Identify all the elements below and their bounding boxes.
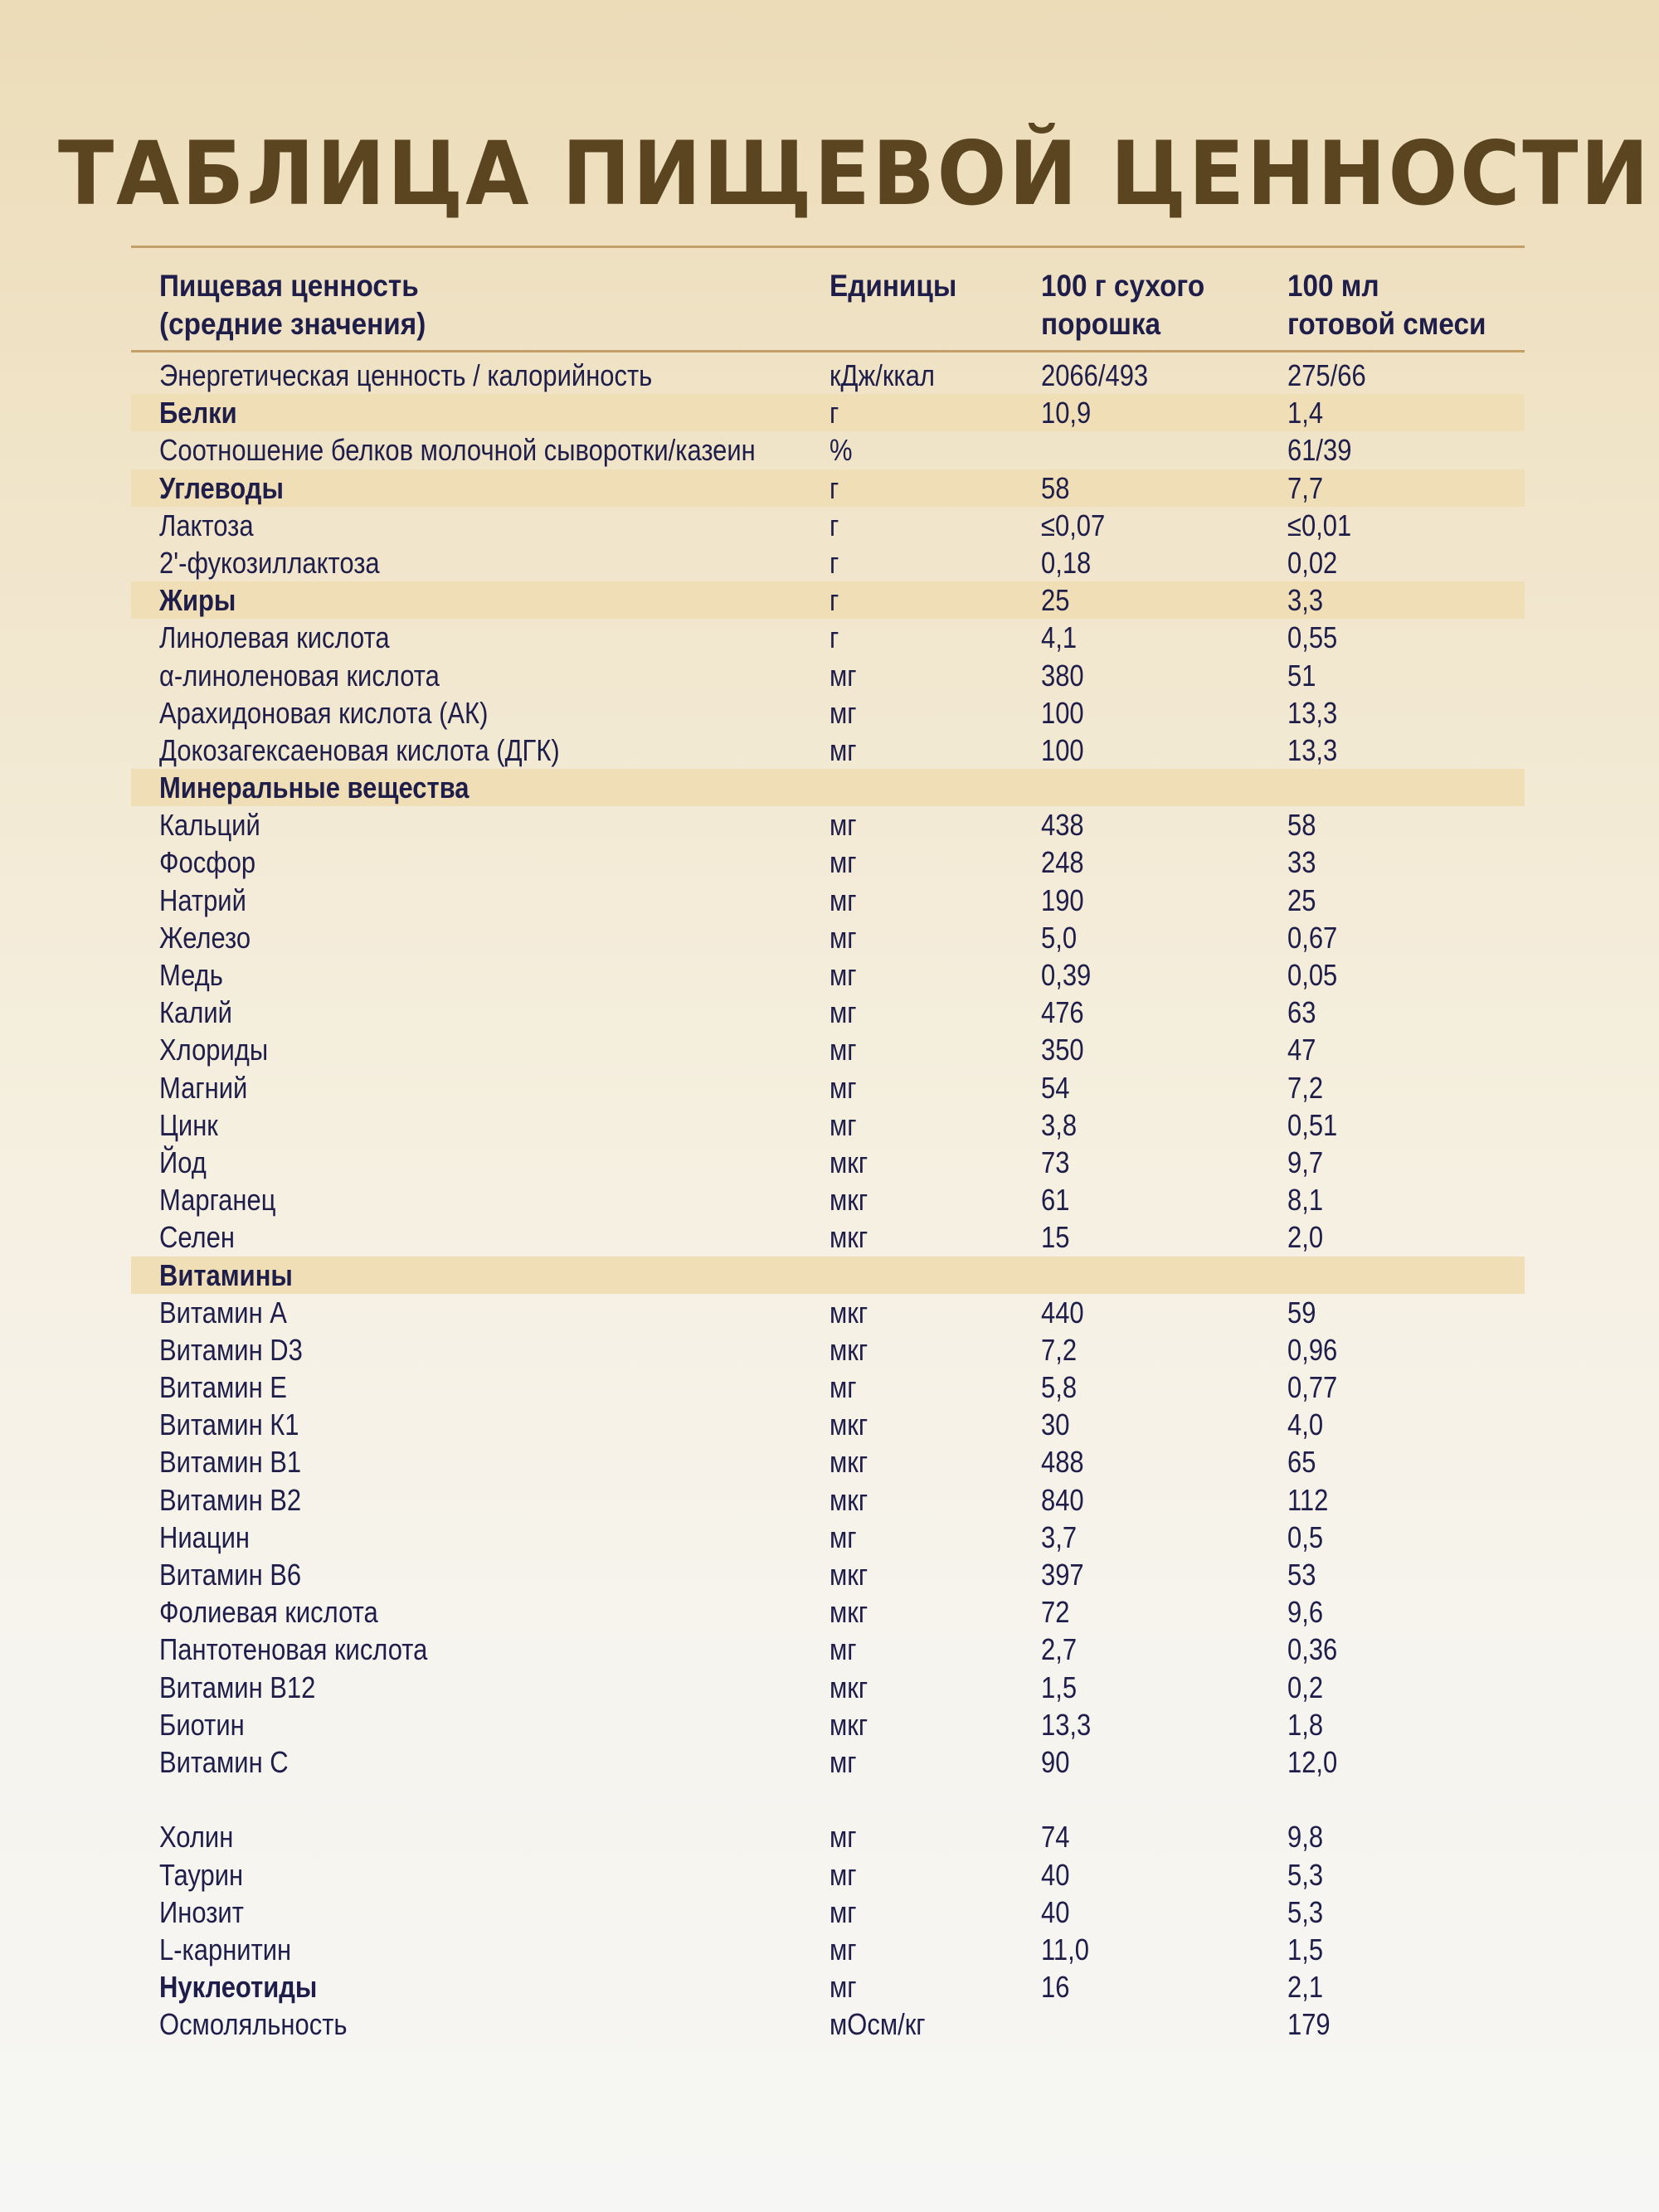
header-nutrient-line1: Пищевая ценность <box>159 269 419 303</box>
ready-value-cell: 0,05 <box>1287 958 1338 992</box>
unit-cell: мОсм/кг <box>830 2007 926 2042</box>
unit-cell: мг <box>830 1370 857 1405</box>
table-row <box>131 1856 1525 1894</box>
nutrient-name: Минеральные вещества <box>159 771 469 805</box>
nutrient-name: Цинк <box>159 1107 218 1142</box>
unit-cell: мг <box>830 808 857 843</box>
table-row <box>131 1631 1525 1668</box>
ready-value-cell: 63 <box>1287 995 1316 1030</box>
ready-value-cell: 112 <box>1287 1482 1329 1517</box>
dry-value-cell: 3,8 <box>1041 1107 1078 1142</box>
table-row <box>131 1669 1525 1706</box>
nutrient-name: Витамин В1 <box>159 1445 302 1480</box>
table-section-row <box>131 469 1525 507</box>
header-nutrient <box>159 267 426 343</box>
unit-cell: мкг <box>830 1407 868 1442</box>
table-section-row <box>131 1257 1525 1294</box>
table-row <box>131 1706 1525 1743</box>
table-row <box>131 1931 1525 1968</box>
ready-value-cell: 61/39 <box>1287 433 1352 468</box>
ready-value-cell: 51 <box>1287 658 1316 693</box>
unit-cell: мг <box>830 658 857 693</box>
header-dry-line1: 100 г сухого <box>1041 269 1205 303</box>
nutrient-name: Витамин А <box>159 1295 287 1330</box>
dry-value-cell: 248 <box>1041 845 1084 880</box>
ready-value-cell: 47 <box>1287 1033 1316 1067</box>
unit-cell: кДж/ккал <box>830 358 935 392</box>
dry-value-cell: 13,3 <box>1041 1707 1092 1742</box>
ready-value-cell: 25 <box>1287 882 1316 917</box>
dry-value-cell: 5,0 <box>1041 920 1078 955</box>
dry-value-cell: 16 <box>1041 1970 1070 2005</box>
dry-value-cell: 0,39 <box>1041 958 1092 992</box>
nutrient-name: Холин <box>159 1820 234 1855</box>
nutrient-name: Хлориды <box>159 1033 269 1067</box>
unit-cell: мкг <box>830 1145 868 1179</box>
ready-value-cell: 13,3 <box>1287 695 1338 730</box>
ready-value-cell: 1,4 <box>1287 396 1324 430</box>
unit-cell: мг <box>830 1932 857 1966</box>
dry-value-cell: 30 <box>1041 1407 1070 1442</box>
dry-value-cell: 58 <box>1041 470 1070 505</box>
ready-value-cell: 9,6 <box>1287 1595 1324 1630</box>
ready-value-cell: 0,2 <box>1287 1670 1324 1704</box>
nutrient-name: Лактоза <box>159 508 254 542</box>
dry-value-cell: 3,7 <box>1041 1519 1078 1554</box>
table-row <box>131 1106 1525 1144</box>
dry-value-cell: 40 <box>1041 1894 1070 1929</box>
ready-value-cell: 0,55 <box>1287 620 1338 655</box>
unit-cell: мг <box>830 882 857 917</box>
dry-value-cell: 2,7 <box>1041 1632 1078 1667</box>
nutrient-name: Йод <box>159 1145 207 1179</box>
unit-cell: г <box>830 620 839 655</box>
ready-value-cell: 0,36 <box>1287 1632 1338 1667</box>
unit-cell: мкг <box>830 1670 868 1704</box>
table-section-row <box>131 394 1525 431</box>
nutrient-name: Фолиевая кислота <box>159 1595 378 1630</box>
nutrient-name: Селен <box>159 1220 235 1255</box>
table-row <box>131 919 1525 956</box>
nutrient-name: L-карнитин <box>159 1932 292 1966</box>
unit-cell: мг <box>830 1970 857 2005</box>
nutrient-name: Линолевая кислота <box>159 620 390 655</box>
nutrient-name: Углеводы <box>159 470 284 505</box>
nutrient-name: Витамин В2 <box>159 1482 302 1517</box>
unit-cell: мкг <box>830 1595 868 1630</box>
unit-cell: мг <box>830 920 857 955</box>
ready-value-cell: 7,2 <box>1287 1070 1324 1105</box>
unit-cell: г <box>830 470 839 505</box>
ready-value-cell: 58 <box>1287 808 1316 843</box>
nutrient-name: Витамин D3 <box>159 1332 303 1367</box>
table-row <box>131 1443 1525 1480</box>
table-row <box>131 1556 1525 1593</box>
dry-value-cell: 380 <box>1041 658 1084 693</box>
table-row <box>131 1369 1525 1406</box>
table-row <box>131 1218 1525 1256</box>
unit-cell: мкг <box>830 1445 868 1480</box>
unit-cell: мкг <box>830 1332 868 1367</box>
nutrient-name: Марганец <box>159 1183 276 1218</box>
nutrient-name: Медь <box>159 958 223 992</box>
table-row <box>131 1031 1525 1068</box>
unit-cell: мкг <box>830 1220 868 1255</box>
dry-value-cell: ≤0,07 <box>1041 508 1106 542</box>
unit-cell: мг <box>830 1632 857 1667</box>
nutrient-name: Ниацин <box>159 1519 251 1554</box>
header-top-divider <box>131 246 1525 248</box>
ready-value-cell: 0,02 <box>1287 545 1338 580</box>
ready-value-cell: 9,7 <box>1287 1145 1324 1179</box>
nutrient-name: α-линоленовая кислота <box>159 658 440 693</box>
unit-cell: г <box>830 508 839 542</box>
dry-value-cell: 488 <box>1041 1445 1084 1480</box>
ready-value-cell: 275/66 <box>1287 358 1366 392</box>
ready-value-cell: 53 <box>1287 1558 1316 1592</box>
dry-value-cell: 397 <box>1041 1558 1084 1592</box>
ready-value-cell: 9,8 <box>1287 1820 1324 1855</box>
nutrient-name: Осмоляльность <box>159 2007 348 2042</box>
dry-value-cell: 5,8 <box>1041 1370 1078 1405</box>
unit-cell: мг <box>830 1744 857 1779</box>
unit-cell: мг <box>830 1820 857 1855</box>
nutrient-name: Жиры <box>159 583 236 618</box>
unit-cell: мкг <box>830 1183 868 1218</box>
nutrient-name: Таурин <box>159 1857 244 1892</box>
table-row <box>131 994 1525 1031</box>
unit-cell: мг <box>830 1857 857 1892</box>
nutrition-table <box>131 357 1525 2043</box>
table-row <box>131 1144 1525 1181</box>
table-row <box>131 619 1525 656</box>
ready-value-cell: 0,96 <box>1287 1332 1338 1367</box>
dry-value-cell: 1,5 <box>1041 1670 1078 1704</box>
table-row <box>131 694 1525 732</box>
nutrient-name: Калий <box>159 995 232 1030</box>
unit-cell: мг <box>830 1107 857 1142</box>
table-row <box>131 657 1525 694</box>
ready-value-cell: 0,51 <box>1287 1107 1338 1142</box>
unit-cell: мг <box>830 1070 857 1105</box>
unit-cell: мг <box>830 1894 857 1929</box>
ready-value-cell: 12,0 <box>1287 1744 1338 1779</box>
ready-value-cell: 5,3 <box>1287 1857 1324 1892</box>
nutrient-name: Витамин Е <box>159 1370 287 1405</box>
table-row <box>131 1331 1525 1369</box>
ready-value-cell: 0,5 <box>1287 1519 1324 1554</box>
table-row <box>131 1818 1525 1855</box>
unit-cell: мг <box>830 995 857 1030</box>
unit-cell: мг <box>830 695 857 730</box>
nutrient-name: Кальций <box>159 808 260 843</box>
header-bottom-divider <box>131 350 1525 352</box>
table-row <box>131 1781 1525 1818</box>
nutrient-name: 2'-фукозиллактоза <box>159 545 380 580</box>
nutrient-name: Витамины <box>159 1257 293 1292</box>
header-ready-formula <box>1287 267 1486 343</box>
table-row <box>131 806 1525 843</box>
unit-cell: мг <box>830 958 857 992</box>
table-section-row <box>131 769 1525 806</box>
dry-value-cell: 25 <box>1041 583 1070 618</box>
dry-value-cell: 4,1 <box>1041 620 1078 655</box>
ready-value-cell: 8,1 <box>1287 1183 1324 1218</box>
dry-value-cell: 15 <box>1041 1220 1070 1255</box>
unit-cell: мкг <box>830 1707 868 1742</box>
ready-value-cell: 13,3 <box>1287 732 1338 767</box>
ready-value-cell: 2,0 <box>1287 1220 1324 1255</box>
ready-value-cell: 4,0 <box>1287 1407 1324 1442</box>
nutrient-name: Магний <box>159 1070 248 1105</box>
nutrient-name: Докозагексаеновая кислота (ДГК) <box>159 732 560 767</box>
dry-value-cell: 0,18 <box>1041 545 1092 580</box>
dry-value-cell: 2066/493 <box>1041 358 1149 392</box>
unit-cell: мг <box>830 1519 857 1554</box>
ready-value-cell: 65 <box>1287 1445 1316 1480</box>
ready-value-cell: 1,5 <box>1287 1932 1324 1966</box>
table-row <box>131 882 1525 919</box>
table-row <box>131 357 1525 394</box>
nutrient-name: Биотин <box>159 1707 245 1742</box>
header-unit <box>830 267 956 305</box>
table-row <box>131 544 1525 581</box>
ready-value-cell: 7,7 <box>1287 470 1324 505</box>
nutrient-name: Арахидоновая кислота (АК) <box>159 695 489 730</box>
header-ready-line2: готовой смеси <box>1287 307 1486 341</box>
table-row <box>131 1069 1525 1106</box>
nutrient-name: Нуклеотиды <box>159 1970 318 2005</box>
dry-value-cell: 476 <box>1041 995 1084 1030</box>
nutrient-name: Витамин В12 <box>159 1670 316 1704</box>
unit-cell: г <box>830 583 839 618</box>
ready-value-cell: 0,77 <box>1287 1370 1338 1405</box>
dry-value-cell: 54 <box>1041 1070 1070 1105</box>
dry-value-cell: 100 <box>1041 695 1084 730</box>
dry-value-cell: 438 <box>1041 808 1084 843</box>
ready-value-cell: 1,8 <box>1287 1707 1324 1742</box>
nutrient-name: Витамин В6 <box>159 1558 302 1592</box>
table-row <box>131 732 1525 769</box>
unit-cell: г <box>830 396 839 430</box>
dry-value-cell: 61 <box>1041 1183 1070 1218</box>
nutrient-name: Натрий <box>159 882 246 917</box>
dry-value-cell: 72 <box>1041 1595 1070 1630</box>
unit-cell: мкг <box>830 1482 868 1517</box>
header-unit-line1: Единицы <box>830 269 957 303</box>
nutrient-name: Железо <box>159 920 251 955</box>
header-dry-powder <box>1041 267 1204 343</box>
table-row <box>131 431 1525 469</box>
header-nutrient-line2: (средние значения) <box>159 307 426 341</box>
table-row <box>131 1481 1525 1519</box>
dry-value-cell: 190 <box>1041 882 1084 917</box>
nutrient-name: Пантотеновая кислота <box>159 1632 428 1667</box>
nutrient-name: Соотношение белков молочной сыворотки/казеин <box>159 433 756 468</box>
dry-value-cell: 74 <box>1041 1820 1070 1855</box>
table-row <box>131 1181 1525 1218</box>
table-row <box>131 1593 1525 1631</box>
ready-value-cell: 59 <box>1287 1295 1316 1330</box>
unit-cell: мкг <box>830 1295 868 1330</box>
table-row <box>131 1894 1525 1931</box>
table-row <box>131 1743 1525 1781</box>
dry-value-cell: 90 <box>1041 1744 1070 1779</box>
ready-value-cell: 0,67 <box>1287 920 1338 955</box>
ready-value-cell: 5,3 <box>1287 1894 1324 1929</box>
nutrient-name: Витамин С <box>159 1744 289 1779</box>
ready-value-cell: ≤0,01 <box>1287 508 1352 542</box>
header-ready-line1: 100 мл <box>1287 269 1379 303</box>
dry-value-cell: 10,9 <box>1041 396 1092 430</box>
table-row <box>131 1294 1525 1331</box>
ready-value-cell: 2,1 <box>1287 1970 1324 2005</box>
dry-value-cell: 100 <box>1041 732 1084 767</box>
nutrient-name: Энергетическая ценность / калорийность <box>159 358 653 392</box>
unit-cell: мг <box>830 732 857 767</box>
dry-value-cell: 840 <box>1041 1482 1084 1517</box>
unit-cell: мкг <box>830 1558 868 1592</box>
table-row <box>131 2005 1525 2043</box>
table-row <box>131 843 1525 881</box>
dry-value-cell: 7,2 <box>1041 1332 1078 1367</box>
ready-value-cell: 3,3 <box>1287 583 1324 618</box>
nutrient-name: Инозит <box>159 1894 244 1929</box>
ready-value-cell: 179 <box>1287 2007 1331 2042</box>
dry-value-cell: 11,0 <box>1041 1932 1089 1966</box>
unit-cell: % <box>830 433 853 468</box>
unit-cell: мг <box>830 1033 857 1067</box>
dry-value-cell: 40 <box>1041 1857 1070 1892</box>
table-section-row <box>131 581 1525 619</box>
table-row <box>131 507 1525 544</box>
dry-value-cell: 440 <box>1041 1295 1084 1330</box>
unit-cell: мг <box>830 845 857 880</box>
table-row <box>131 1519 1525 1556</box>
dry-value-cell: 73 <box>1041 1145 1070 1179</box>
nutrient-name: Белки <box>159 396 237 430</box>
table-row <box>131 1968 1525 2005</box>
nutrient-name: Витамин К1 <box>159 1407 299 1442</box>
table-row <box>131 1406 1525 1443</box>
header-dry-line2: порошка <box>1041 307 1161 341</box>
page-title: ТАБЛИЦА ПИЩЕВОЙ ЦЕННОСТИ <box>58 123 1652 225</box>
unit-cell: г <box>830 545 839 580</box>
ready-value-cell: 33 <box>1287 845 1316 880</box>
table-row <box>131 956 1525 994</box>
nutrient-name: Фосфор <box>159 845 256 880</box>
dry-value-cell: 350 <box>1041 1033 1084 1067</box>
